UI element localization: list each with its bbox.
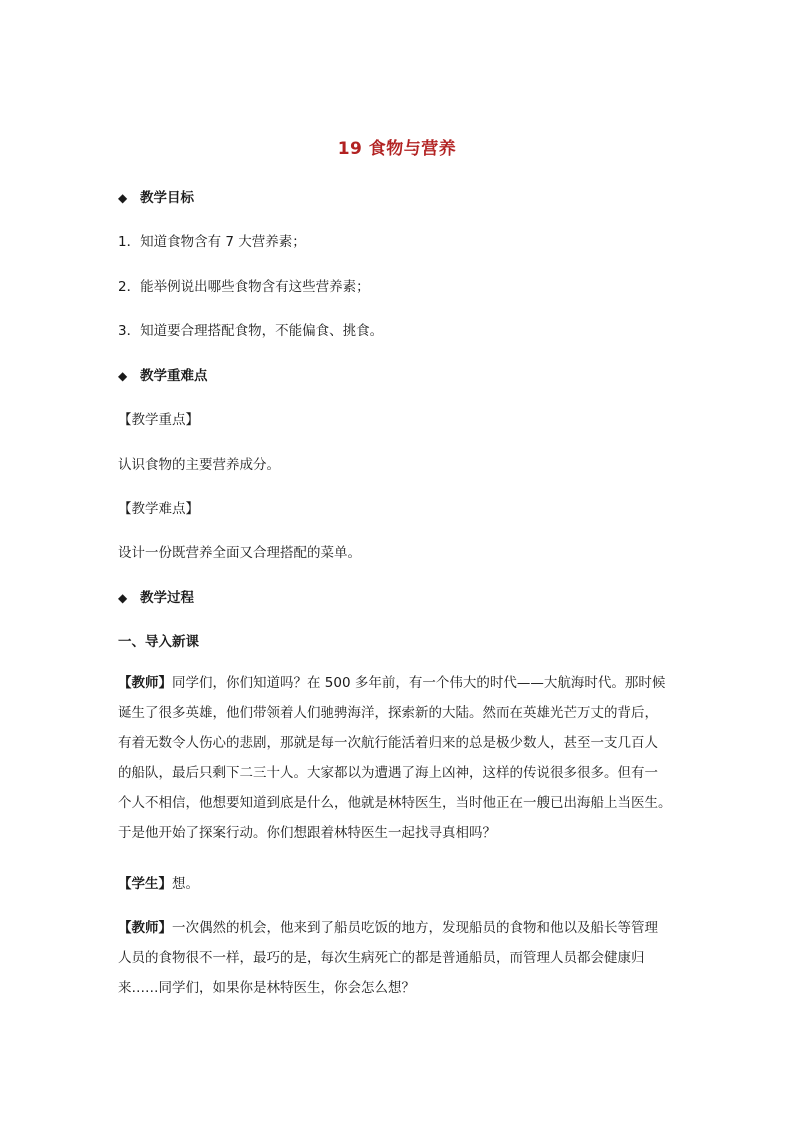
goal-item-3: 3．知道要合理搭配食物，不能偏食、挑食。 [118, 323, 384, 339]
diamond-bullet-icon: ◆ [118, 369, 128, 383]
keypoint-label: 【教学重点】 [118, 412, 199, 428]
dialogue-line: 人员的食物很不一样，最巧的是，每次生病死亡的都是普通船员，而管理人员都会健康归 [118, 950, 645, 966]
section-heading-process [118, 586, 698, 606]
dialogue-line: 【学生】想。 [118, 876, 199, 892]
speaker-label: 【学生】 [118, 876, 172, 892]
diamond-bullet-icon: ◆ [118, 591, 128, 605]
section-heading-text: 教学重难点 [140, 368, 208, 384]
dialogue-line: 诞生了很多英雄，他们带领着人们驰骋海洋，探索新的大陆。然而在英雄光芒万丈的背后， [118, 705, 658, 721]
dialogue-line: 来……同学们，如果你是林特医生，你会怎么想？ [118, 980, 415, 996]
dialogue-line: 有着无数令人伤心的悲剧，那就是每一次航行能活着归来的总是极少数人，甚至一支几百人 [118, 735, 658, 751]
part-heading: 一、导入新课 [118, 634, 199, 650]
keypoint-text: 认识食物的主要营养成分。 [118, 457, 280, 473]
speaker-label: 【教师】 [118, 675, 172, 691]
dialogue-line: 的船队，最后只剩下二三十人。大家都以为遭遇了海上凶神，这样的传说很多很多。但有一 [118, 765, 658, 781]
goal-item-1: 1．知道食物含有 7 大营养素； [118, 234, 306, 250]
goal-item-2: 2．能举例说出哪些食物含有这些营养素； [118, 279, 370, 295]
section-heading-text: 教学目标 [140, 190, 194, 206]
section-heading-goals [118, 186, 698, 206]
section-heading-keypoints [118, 364, 698, 384]
dialogue-student-1 [118, 869, 698, 899]
section-heading-text: 教学过程 [140, 590, 194, 606]
difficulty-label: 【教学难点】 [118, 501, 199, 517]
dialogue-line: 于是他开始了探案行动。你们想跟着林特医生一起找寻真相吗？ [118, 825, 496, 841]
speaker-label: 【教师】 [118, 920, 172, 936]
diamond-bullet-icon: ◆ [118, 191, 128, 205]
page-title: 19 食物与营养 [337, 139, 457, 159]
dialogue-line: 个人不相信，他想要知道到底是什么，他就是林特医生，当时他正在一艘已出海船上当医生。 [118, 795, 672, 811]
dialogue-teacher-1 [118, 668, 698, 848]
dialogue-line: 【教师】一次偶然的机会，他来到了船员吃饭的地方，发现船员的食物和他以及船长等管理 [118, 920, 658, 936]
dialogue-teacher-2 [118, 913, 698, 1003]
dialogue-line: 【教师】同学们，你们知道吗？在 500 多年前，有一个伟大的时代——大航海时代。那时候 [118, 675, 666, 691]
difficulty-text: 设计一份既营养全面又合理搭配的菜单。 [118, 545, 361, 561]
